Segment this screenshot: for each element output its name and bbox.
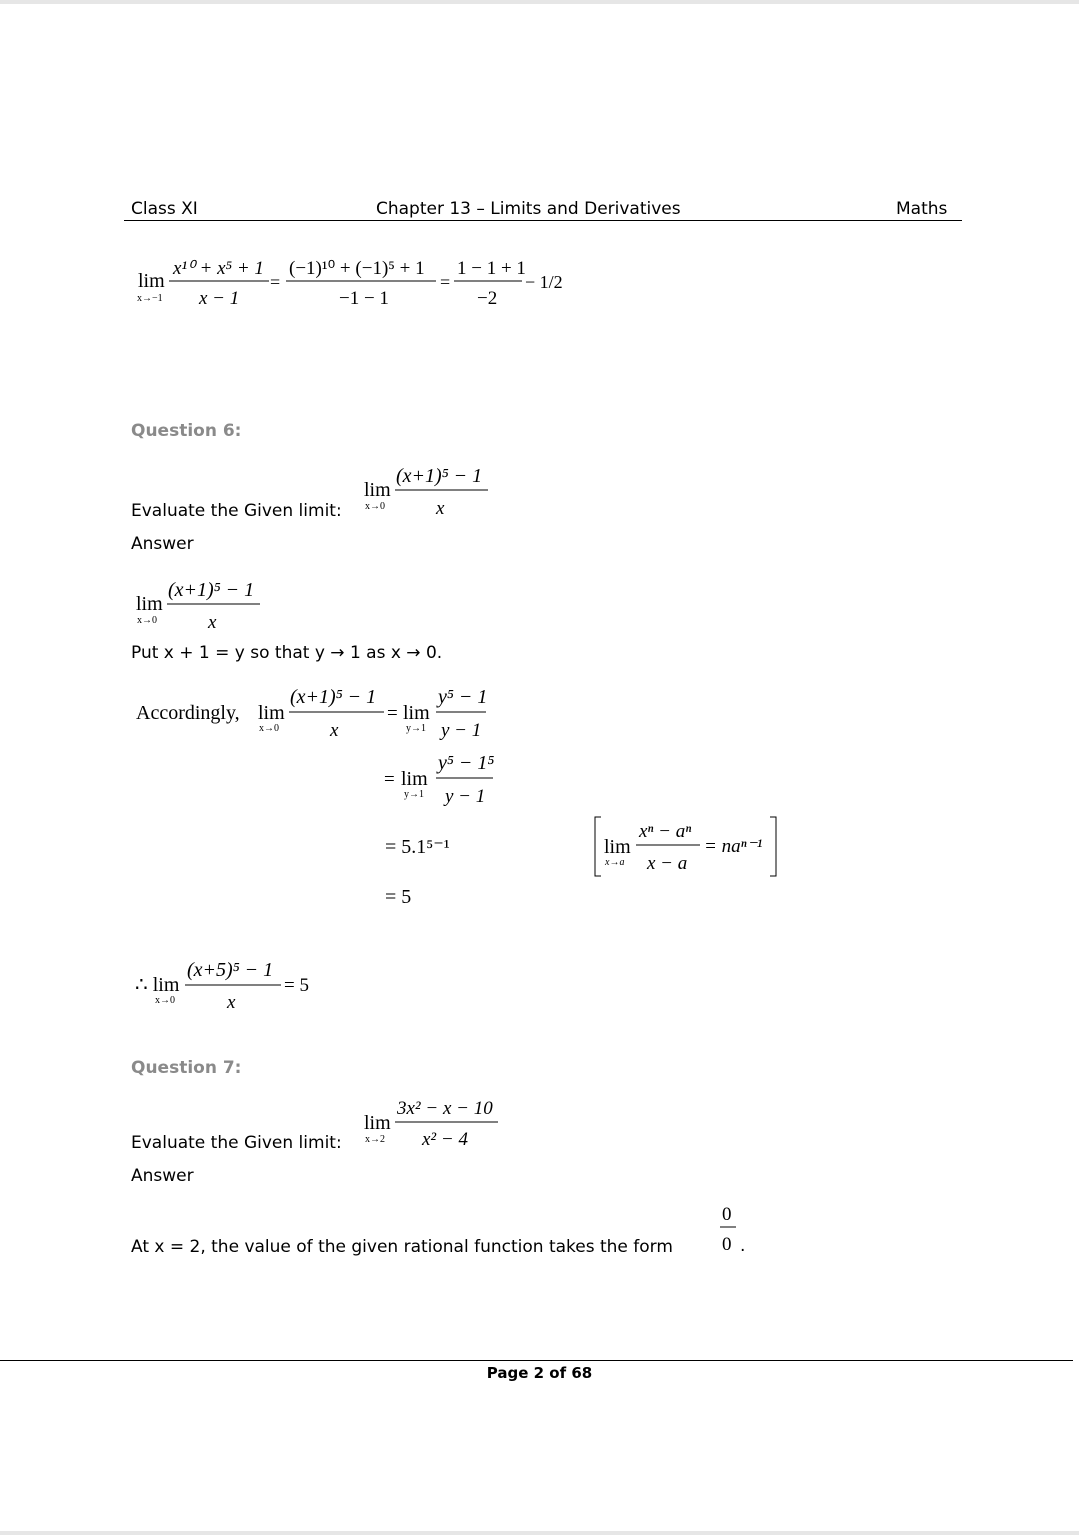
question-7-statement (131, 1237, 673, 1257)
answer-limit-expression (135, 570, 275, 634)
conclusion-equation (135, 950, 335, 1016)
rule-subscript: x→a (605, 857, 625, 868)
derivation-steps (136, 678, 516, 828)
fraction-denominator: x − 1 (199, 288, 240, 309)
standard-limit-rule (592, 814, 782, 880)
svg-text:y→1: y→1 (406, 723, 426, 734)
header-subject: Maths (896, 199, 948, 219)
footer-divider (0, 1360, 1073, 1361)
header-class: Class XI (131, 199, 198, 219)
svg-text:lim: lim (604, 836, 631, 858)
lim-subscript: x→2 (365, 1134, 385, 1145)
svg-text:.: . (740, 1236, 746, 1256)
form-denominator: 0 (722, 1234, 732, 1255)
question-7-prompt: Evaluate the Given limit: (131, 1133, 342, 1153)
svg-text:x→0: x→0 (155, 995, 175, 1006)
svg-text:=: = (384, 769, 395, 790)
fraction-numerator: (x+1)⁵ − 1 (168, 579, 255, 601)
step1-denominator: y − 1 (441, 720, 482, 741)
step3-text: = 5.1⁵⁻¹ (385, 836, 450, 858)
statement-text: At x = 2, the value of the given rational function takes the form (131, 1237, 673, 1257)
question-7-answer-label: Answer (131, 1166, 194, 1186)
rule-numerator: xⁿ − aⁿ (639, 821, 692, 842)
svg-text:∴ lim: ∴ lim (135, 974, 180, 996)
question-6-heading: Question 6: (131, 421, 242, 441)
zero-over-zero-form (718, 1200, 758, 1260)
question-6-prompt: Evaluate the Given limit: (131, 501, 342, 521)
svg-text:x→0: x→0 (259, 723, 279, 734)
fraction-numerator: x¹⁰ + x⁵ + 1 (173, 258, 264, 279)
fraction-denominator: −2 (477, 288, 498, 309)
rule-rhs: = naⁿ⁻¹ (704, 836, 763, 857)
question-6-limit (362, 456, 502, 520)
result-text: − 1/2 (525, 272, 563, 292)
lim-subscript: x→0 (365, 501, 385, 512)
question-6-answer-label: Answer (131, 534, 194, 554)
svg-text:=: = (270, 272, 281, 292)
page-number: Page 2 of 68 (486, 1364, 593, 1382)
step4-text: = 5 (385, 886, 412, 908)
svg-text:x: x (330, 720, 339, 741)
fraction-denominator: x (208, 612, 217, 633)
top-border (0, 0, 1079, 4)
fraction-numerator: (x+1)⁵ − 1 (290, 686, 377, 708)
svg-text:lim: lim (364, 1112, 391, 1134)
svg-text:y→1: y→1 (404, 789, 424, 800)
rule-denominator: x − a (647, 853, 688, 874)
header-divider (124, 220, 962, 221)
fraction-numerator: 1 − 1 + 1 (457, 258, 526, 279)
lim-subscript: x→−1 (137, 293, 163, 304)
conclusion-denominator: x (227, 992, 236, 1013)
form-numerator: 0 (722, 1204, 732, 1225)
fraction-denominator: x² − 4 (422, 1129, 468, 1150)
step1-numerator: y⁵ − 1 (438, 686, 488, 708)
svg-text:lim: lim (258, 702, 285, 724)
substitution-text: Put x + 1 = y so that y → 1 as x → 0. (131, 643, 443, 663)
lim-subscript: x→0 (137, 615, 157, 626)
accordingly-label: Accordingly, (136, 702, 240, 724)
prev-solution-equation (136, 252, 586, 312)
fraction-denominator: −1 − 1 (339, 288, 389, 309)
fraction-numerator: 3x² − x − 10 (397, 1098, 493, 1119)
header-chapter: Chapter 13 – Limits and Derivatives (376, 199, 681, 219)
step2-denominator: y − 1 (445, 786, 486, 807)
fraction-numerator: (−1)¹⁰ + (−1)⁵ + 1 (289, 258, 425, 279)
svg-text:lim: lim (401, 768, 428, 790)
lim-text: lim (138, 270, 165, 292)
svg-text:lim: lim (364, 479, 391, 501)
fraction-numerator: (x+1)⁵ − 1 (396, 465, 483, 487)
svg-text:=: = (387, 703, 398, 724)
conclusion-numerator: (x+5)⁵ − 1 (187, 959, 274, 981)
step2-numerator: y⁵ − 1⁵ (438, 752, 495, 774)
svg-text:=: = (440, 272, 451, 292)
svg-text:lim: lim (136, 593, 163, 615)
fraction-denominator: x (436, 498, 445, 519)
bottom-border (0, 1531, 1079, 1535)
question-7-limit (362, 1090, 512, 1154)
svg-text:lim: lim (403, 702, 430, 724)
conclusion-result: = 5 (284, 975, 309, 996)
question-7-heading: Question 7: (131, 1058, 242, 1078)
